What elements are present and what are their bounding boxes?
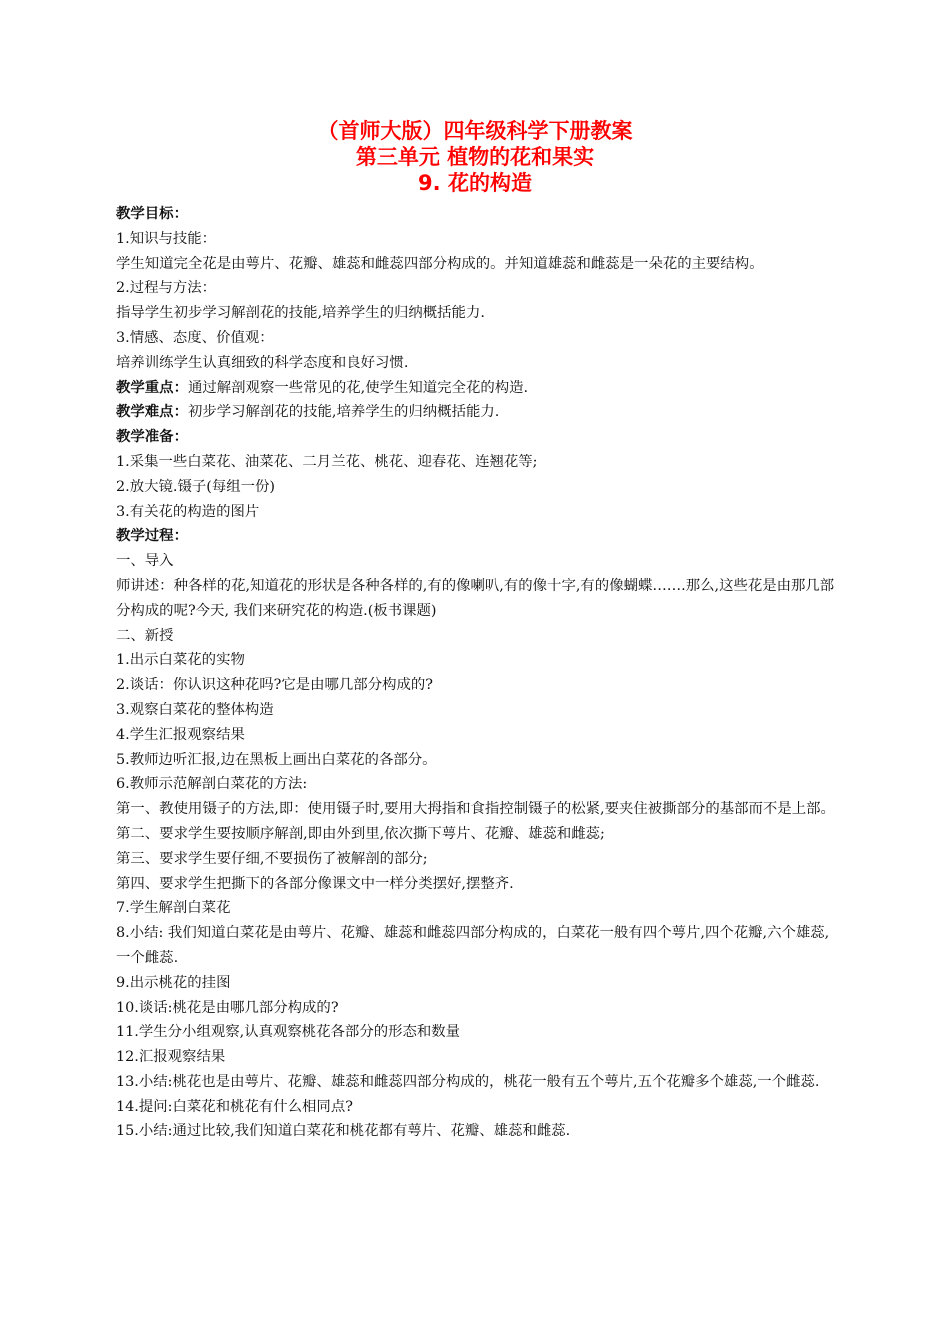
procedure-step: 7.学生解剖白菜花 (116, 900, 231, 917)
unit-title: 第三单元 植物的花和果实 (355, 145, 595, 169)
procedure-step: 12.汇报观察结果 (116, 1049, 226, 1066)
procedure-step: 3.观察白菜花的整体构造 (116, 701, 274, 718)
preparation-item: 3.有关花的构造的图片 (116, 503, 260, 520)
procedure-step: 6.教师示范解剖白菜花的方法: (116, 776, 308, 793)
title-block (0, 118, 950, 196)
procedure-step: 第四、要求学生把撕下的各部分像课文中一样分类摆好,摆整齐. (116, 875, 514, 892)
key-point (116, 376, 840, 401)
key-point-text: 通过解剖观察一些常见的花,使学生知道完全花的构造. (187, 379, 529, 396)
lesson-title: 9. 花的构造 (418, 171, 532, 195)
procedure-step: 14.提问:白菜花和桃花有什么相同点? (116, 1098, 353, 1115)
procedure-step: 1.出示白菜花的实物 (116, 652, 245, 669)
procedure-heading: 教学过程： (116, 528, 188, 545)
procedure-step: 第二、要求学生要按顺序解剖,即由外到里,依次撕下萼片、花瓣、雄蕊和雌蕊; (116, 825, 605, 842)
procedure-step: 8.小结: 我们知道白菜花是由萼片、花瓣、雄蕊和雌蕊四部分构成的，白菜花一般有四个萼片,四个花瓣,六个雄蕊,一个雌蕊. (116, 925, 830, 966)
procedure-step: 第一、教使用镊子的方法,即：使用镊子时,要用大拇指和食指控制镊子的松紧,要夹住被撕部分的基部而不是上部。 (116, 801, 835, 818)
procedure-step: 10.谈话:桃花是由哪几部分构成的? (116, 999, 339, 1016)
procedure-step: 2.谈话：你认识这种花吗?它是由哪几部分构成的? (116, 677, 433, 694)
process-text: 指导学生初步学习解剖花的技能,培养学生的归纳概括能力. (116, 305, 485, 322)
procedure-step: 11.学生分小组观察,认真观察桃花各部分的形态和数量 (116, 1024, 461, 1041)
knowledge-text: 学生知道完全花是由萼片、花瓣、雄蕊和雌蕊四部分构成的。并知道雄蕊和雌蕊是一朵花的主要结构。 (116, 255, 764, 272)
difficulty-label: 教学难点： (116, 404, 188, 421)
lesson-body (116, 202, 840, 1144)
goals-heading: 教学目标： (116, 206, 188, 222)
procedure-step: 第三、要求学生要仔细,不要损伤了被解剖的部分; (116, 850, 428, 867)
preparation-heading: 教学准备： (116, 429, 188, 446)
preparation-item: 1.采集一些白菜花、油菜花、二月兰花、桃花、迎春花、连翘花等; (116, 453, 538, 470)
procedure-step: 4.学生汇报观察结果 (116, 726, 245, 743)
knowledge-label: 1.知识与技能： (116, 230, 217, 247)
process-label: 2.过程与方法： (116, 280, 217, 297)
preparation-item: 2.放大镜.镊子(每组一份) (116, 478, 276, 495)
document-title: （首师大版）四年级科学下册教案 (317, 119, 633, 143)
attitude-label: 3.情感、态度、价值观： (116, 329, 274, 346)
procedure-step: 9.出示桃花的挂图 (116, 974, 231, 991)
procedure-step: 5.教师边听汇报,边在黑板上画出白菜花的各部分。 (116, 751, 437, 768)
new-lesson-heading: 二、新授 (116, 627, 174, 644)
difficulty-text: 初步学习解剖花的技能,培养学生的归纳概括能力. (187, 404, 500, 421)
intro-text: 师讲述：种各样的花,知道花的形状是各种各样的,有的像喇叭,有的像十字,有的像蝴蝶…….那么,这些花是由那几部分构成的呢?今天, 我们来研究花的构造.(板书课题) (116, 577, 835, 619)
procedure-step: 15.小结:通过比较,我们知道白菜花和桃花都有萼片、花瓣、雄蕊和雌蕊. (116, 1123, 571, 1140)
intro-heading: 一、导入 (116, 553, 174, 570)
attitude-text: 培养训练学生认真细致的科学态度和良好习惯. (116, 354, 409, 371)
key-point-label: 教学重点： (116, 379, 188, 396)
difficulty (116, 400, 840, 425)
procedure-step: 13.小结:桃花也是由萼片、花瓣、雄蕊和雌蕊四部分构成的，桃花一般有五个萼片,五个花瓣多个雄蕊,一个雌蕊. (116, 1073, 820, 1090)
